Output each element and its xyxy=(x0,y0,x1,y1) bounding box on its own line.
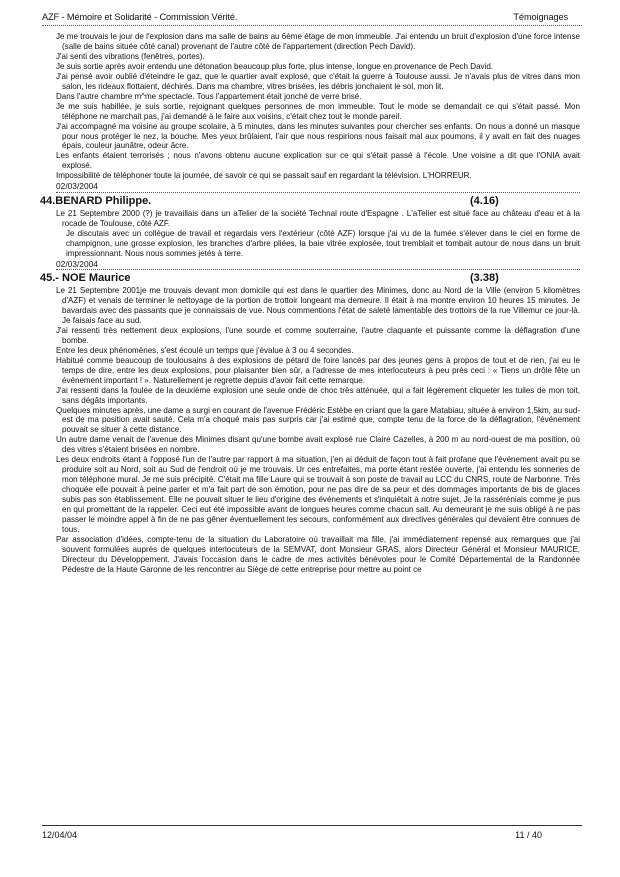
section-heading xyxy=(40,272,580,285)
paragraph: J'ai pensé avoir oublié d'éteindre le gaz, que le quartier avait explosé, que c'était la guerre à Toulouse aussi. Je n'avais plus de vitres dans mon salon, les rideaux flottaient, déchirés. Dans ma chambre, vitres brisées, les débris jonchaient le sol, mon lit. xyxy=(56,71,580,91)
paragraph: Je me trouvais le jour de l'explosion dans ma salle de bains au 6ème étage de mon immeuble. J'ai entendu un bruit d'explosion d'une force intense (salle de bains située côté canal) provenant de l'autre côté de l'appartement (direction Pech David). xyxy=(56,32,580,51)
paragraph: Je suis sortie après avoir entendu une détonation beaucoup plus forte, plus intense, longue en provenance de Pech David. xyxy=(56,61,494,71)
date-rule xyxy=(56,192,580,193)
paragraph: Habitué comme beaucoup de toulousains à des explosions de pétard de foire lancés par des jeunes gens à propos de tout et de rien, j'ai eu le temps de dire, entre les deux explosions, pour plaisanter bien sûr, a l'adresse de mes interlocuteurs à peu près ceci : « Tiens un drôle fête un événement important ! ». Naturellement je regrette depuis d'avoir fait cette remarque. xyxy=(56,355,580,385)
paragraph: Je me suis habillée, je suis sortie, rejoignant quelques personnes de mon immeuble. Tout le mode se demandait ce qui s'était passé. Mon téléphone ne marchait pas, j'ai demandé à le faire aux voisins, c'était chez tout le monde pareil. xyxy=(56,101,580,121)
paragraph: J'ai accompagné ma voisine au groupe scolaire, à 5 minutes, dans les minutes suivantes pour chercher ses enfants. On nous a donné un masque pour nous protéger le nez, la bouche. Mes yeux brûlaient, l'air que nous respirions nous faisait mal aux poumons, il y avait en fait des nuages épais, couleur jaunâtre, odeur âcre. xyxy=(56,121,580,151)
paragraph: Dans l'autre chambre m^me spectacle. Tous l'appartement était jonché de verre brisé. xyxy=(56,91,362,101)
entry-date: 02/03/2004 xyxy=(56,181,98,192)
document-body xyxy=(40,32,580,575)
paragraph: Les deux endroits étant à l'opposé l'un de l'autre par rapport à ma situation, j'en ai déduit de façon tout à fait profane que l'événement avait pu se produire soit au Nord, soit au Sud de l'endroit où je me trouvais. Ur ces entrefaites, ma porte étant restée ouverte, j'ai entendu les sonneries de mon téléphone mural. Je me suis précipité. C'était ma fille Laure qui se trouvait à son poste de travail au LCC du CNRS, route de Narbonne. Très choquée elle pouvait à peine parler et m'a fait part de son émotion, pour ne pas dire de sa peur et des dommages importants de bis de glaces subis pas son établissement. Elle ne pouvait situer le lieu d'origine des événements et s'inquiétait à notre sujet. Je la rasséréniais comme je pus en qui promettant de la rappeler. Ceci eut été impossible avant de longues heures comme chacun sait. Au demeurant je me suis obligé à ne pas passer le moindre appel à fin de ne pas gêner éventuellement les secours, conformément aux directives générales qui devaient être connues de tous. xyxy=(56,455,580,534)
header-section: Témoignages xyxy=(513,12,568,22)
section-heading xyxy=(40,195,580,208)
header-rule xyxy=(42,25,582,26)
date-rule xyxy=(56,269,580,270)
page-header xyxy=(42,10,582,26)
paragraph: J'ai ressenti très nettement deux explosions, l'une sourde et comme souterraine, l'autre claquante et puissante comme la déflagration d'une bombe. xyxy=(56,325,580,345)
section-title: 45.- NOE Maurice xyxy=(40,272,131,285)
page-footer xyxy=(42,825,582,845)
footer-rule xyxy=(42,825,582,826)
footer-date: 12/04/04 xyxy=(42,830,78,840)
paragraph: Les enfants étaient terrorisés ; nous n'avons obtenu aucune explication sur ce qui s'était passé à l'école. Une voisine a dit que l'ONIA avait explosé. xyxy=(56,151,580,171)
page-number: 11 / 40 xyxy=(515,830,542,840)
section-number: (3.38) xyxy=(470,272,499,285)
paragraph: Quelques minutes après, une dame a surgi en courant de l'avenue Frédéric Estèbe en criant que la gare Matabiau, située à environ 1,5km, au sud-est de ma position avait sauté. Cela m'a choqué mais pas surpris car j'ai estimé que, compte tenu de la force de la déflagration, l'événement pouvait se situer à cette distance. xyxy=(56,405,580,435)
header-title: AZF - Mémoire et Solidarité - Commission Vérité. xyxy=(42,12,238,22)
paragraph: J'ai ressenti dans la foulée de la deuxième explosion une seule onde de choc très atténuée, qui a fait légèrement cliqueter les tuiles de mon toit, sans dégâts importants. xyxy=(56,385,580,405)
paragraph: J'ai senti des vibrations (fenêtres, portes). xyxy=(56,51,205,61)
paragraph: Le 21 Septembre 2000 (?) je travaillais dans un aTelier de la société Technal route d'Espagne . L'aTelier est situé face au château d'eau et à la rocade de Toulouse, côté AZF. xyxy=(56,208,580,228)
paragraph: Entre les deux phénomènes, s'est écoulé un temps que j'évalue à 3 ou 4 secondes. xyxy=(56,345,354,355)
paragraph: Impossibilité de téléphoner toute la journée, de savoir ce qui se passait sauf en regardant la télévision. L'HORREUR. xyxy=(56,171,472,181)
paragraph: Le 21 Septembre 2001je me trouvais devant mon domicile qui est dans le quartier des Minimes, donc au Nord de la Ville (environ 5 kilomètres d'AZF) et venais de terminer le nettoyage de la portion de trottoir longeant ma demeure. Il était à ma montre environ 10 heures 15 minutes. Je bavardais avec des passants que je connaissais de vue. Nous commentions l'état de saleté lamentable des trottoirs de la rue Villemur ce jour-là. Je faisais face au sud. xyxy=(56,286,580,325)
paragraph: Un autre dame venait de l'avenue des Minimes disant qu'une bombe avait explosé rue Claire Cazelles, à 200 m au nord-ouest de ma position, où des vitres s'étaient brisées en nombre. xyxy=(56,435,580,455)
paragraph: Par association d'idées, compte-tenu de la situation du Laboratoire où travaillait ma fille, j'ai immédiatement repensé aux remarques que j'ai souvent formulées auprès de quelques interlocuteurs de la SEMVAT, dont Monsieur GRAS, alors Directeur Général et Monsieur MAURICE, Directeur du Développement. J'avais l'occasion dans le cadre de mes activités bénévoles pour le Comité Départemental de la Randonnée Pédestre de la Haute Garonne de les rencontrer au Siège de cette entreprise pour mettre au point ce xyxy=(56,534,580,574)
paragraph: Je discutais avec un collègue de travail et regardais vers l'extérieur (côté AZF) lorsque j'ai vu de la fumée s'élever dans le ciel en forme de champignon, une grosse explosion, les branches d'arbre pliées, la baie vitrée explosée, tout tremblait et tombait autour de nous dans un bruit impressionnant. Nous nous sommes jetés à terre. xyxy=(66,228,580,258)
entry-date: 02/03/2004 xyxy=(56,258,98,269)
section-number: (4.16) xyxy=(470,194,499,207)
section-title: 44.BENARD Philippe. xyxy=(40,194,152,207)
